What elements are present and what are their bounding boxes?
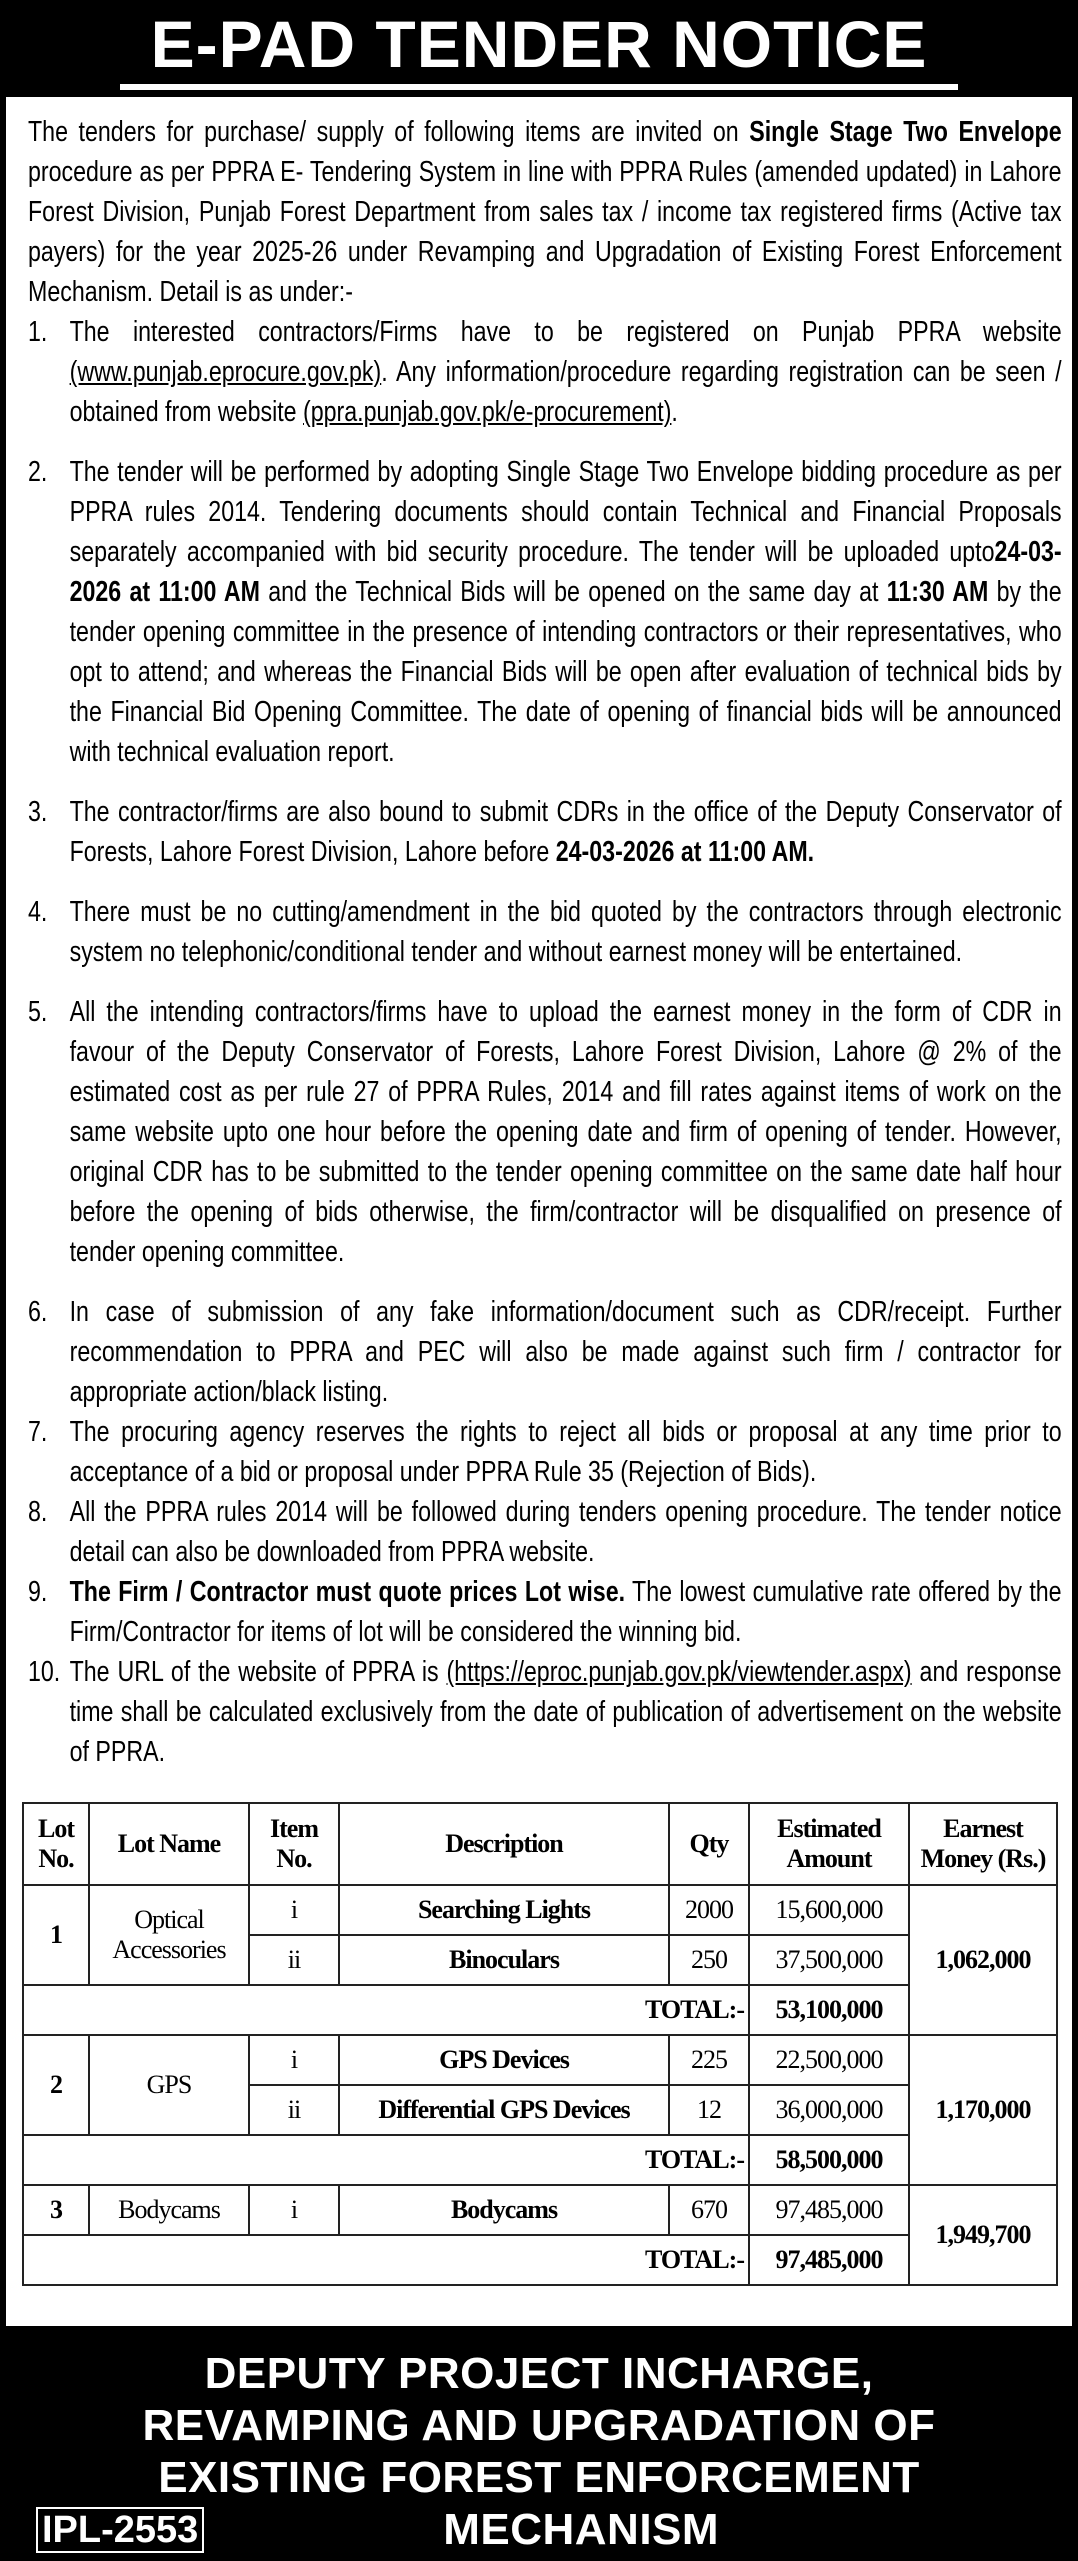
lot-name: Optical Accessories <box>89 1885 249 1985</box>
header-description: Description <box>339 1803 669 1885</box>
text-segment: There must be no cutting/amendment in the bid quoted by the contractors through electronic system no telephonic/conditional tender and without earnest money will be entertained. <box>69 896 1062 968</box>
header-earnest-money: Earnest Money (Rs.) <box>909 1803 1057 1885</box>
item-number-cell: i <box>249 1885 339 1935</box>
text-segment: The contractor/firms are also bound to submit CDRs in the office of the Deputy Conservator of Forests, Lahore Forest Division, Lahore before <box>69 796 1062 868</box>
list-item <box>28 1572 1062 1652</box>
list-item <box>28 1292 1062 1412</box>
text-segment: The tenders for purchase/ supply of following items are invited on <box>28 116 750 148</box>
link-text[interactable]: (https://eproc.punjab.gov.pk/viewtender.aspx) <box>446 1656 912 1688</box>
signatory-last-row <box>0 2504 1078 2556</box>
header-lot-name: Lot Name <box>89 1803 249 1885</box>
terms-list <box>28 312 1062 1772</box>
text-segment: by the tender opening committee in the presence of intending contractors or their representatives, who opt to attend; and whereas the Financial Bids will be open after evaluation of technical bids by the Financial Bid Opening Committee. The date of opening of financial bids will be announced with technical evaluation report. <box>69 576 1062 768</box>
lots-table-wrap <box>22 1802 1058 2286</box>
table-row <box>23 1885 1057 1935</box>
notice-body <box>28 112 1062 1772</box>
bold-text: 24-03-2026 at 11:00 AM. <box>555 836 815 868</box>
list-item <box>28 992 1062 1272</box>
footer-band <box>0 2326 1078 2561</box>
lot-earnest-money: 1,062,000 <box>909 1885 1057 2035</box>
total-label: TOTAL:- <box>23 2235 749 2285</box>
link-text[interactable]: (ppra.punjab.gov.pk/e-procurement) <box>303 396 672 428</box>
bold-text: The Firm / Contractor must quote prices Lot wise. <box>69 1576 626 1608</box>
item-text <box>70 1652 1062 1772</box>
item-description: Searching Lights <box>339 1885 669 1935</box>
list-item <box>28 1412 1062 1492</box>
item-qty: 670 <box>669 2185 749 2235</box>
item-number: 7. <box>28 1416 48 1448</box>
title-band <box>0 0 1078 97</box>
list-item <box>28 452 1062 772</box>
intro-paragraph <box>28 112 1062 312</box>
item-number: 1. <box>28 316 48 348</box>
list-item <box>28 892 1062 972</box>
text-segment: The URL of the website of PPRA is <box>69 1656 447 1688</box>
total-label: TOTAL:- <box>23 1985 749 2035</box>
lot-number: 1 <box>23 1885 89 1985</box>
item-text <box>70 892 1062 972</box>
lot-earnest-money: 1,170,000 <box>909 2035 1057 2185</box>
text-segment: All the intending contractors/firms have to upload the earnest money in the form of CDR in favour of the Deputy Conservator of Forests, Lahore Forest Division, Lahore @ 2% of the estimated cost as per rule 27 of PPRA Rules, 2014 and fill rates against items of work on the same website upto one hour before the opening date and firm of opening of tender. However, original CDR has to be submitted to the tender opening committee on the same date half hour before the opening of bids otherwise, the firm/contractor will be disqualified on presence of tender opening committee. <box>69 996 1062 1268</box>
lot-number: 2 <box>23 2035 89 2135</box>
item-number: 9. <box>28 1576 48 1608</box>
list-item <box>28 1652 1062 1772</box>
list-item <box>28 1492 1062 1572</box>
header-estimated-amount: Estimated Amount <box>749 1803 909 1885</box>
item-description: GPS Devices <box>339 2035 669 2085</box>
total-row <box>23 1985 1057 2035</box>
notice-title: E-PAD TENDER NOTICE <box>150 7 928 81</box>
item-description: Bodycams <box>339 2185 669 2235</box>
item-description: Differential GPS Devices <box>339 2085 669 2135</box>
text-segment: The tender will be performed by adopting Single Stage Two Envelope bidding procedure as per PPRA rules 2014. Tendering documents should contain Technical and Financial Proposals separately accompanied with bid security procedure. The tender will be uploaded upto <box>69 456 1062 568</box>
header-item-no: Item No. <box>249 1803 339 1885</box>
text-segment: In case of submission of any fake information/document such as CDR/receipt. Further recommendation to PPRA and PEC will also be made against such firm / contractor for appropriate action/black listing. <box>69 1296 1062 1408</box>
header-qty: Qty <box>669 1803 749 1885</box>
item-estimated-amount: 22,500,000 <box>749 2035 909 2085</box>
item-text <box>70 312 1062 432</box>
total-row <box>23 2235 1057 2285</box>
item-estimated-amount: 97,485,000 <box>749 2185 909 2235</box>
ipl-code-badge: IPL-2553 <box>36 2507 204 2553</box>
total-label: TOTAL:- <box>23 2135 749 2185</box>
item-number-cell: i <box>249 2035 339 2085</box>
item-number: 8. <box>28 1496 48 1528</box>
signatory-line-1: DEPUTY PROJECT INCHARGE, <box>204 2349 874 2398</box>
item-qty: 2000 <box>669 1885 749 1935</box>
lot-total-amount: 53,100,000 <box>749 1985 909 2035</box>
item-number-cell: ii <box>249 2085 339 2135</box>
item-text <box>70 1492 1062 1572</box>
item-description: Binoculars <box>339 1935 669 1985</box>
lot-name: Bodycams <box>89 2185 249 2235</box>
item-text <box>70 452 1062 772</box>
table-header-row <box>23 1803 1057 1885</box>
text-segment: and response time shall be calculated exclusively from the date of publication of advertisement on the website of PPRA. <box>69 1656 1062 1768</box>
item-text <box>70 792 1062 872</box>
item-qty: 225 <box>669 2035 749 2085</box>
text-segment: procedure as per PPRA E- Tendering System in line with PPRA Rules (amended updated) in Lahore Forest Division, Punjab Forest Department from sales tax / income tax registered firms (Active tax payers) for the year 2025-26 under Revamping and Upgradation of Existing Forest Enforcement Mechanism. Detail is as under:- <box>28 156 1062 308</box>
header-lot-no: Lot No. <box>23 1803 89 1885</box>
list-item <box>28 792 1062 872</box>
notice-frame <box>0 97 1078 2326</box>
signatory-line-4: MECHANISM <box>443 2505 720 2554</box>
text-segment: The procuring agency reserves the rights to reject all bids or proposal at any time prior to acceptance of a bid or proposal under PPRA Rule 35 (Rejection of Bids). <box>69 1416 1062 1488</box>
lot-total-amount: 97,485,000 <box>749 2235 909 2285</box>
item-estimated-amount: 36,000,000 <box>749 2085 909 2135</box>
bold-text: 11:30 AM <box>886 576 989 608</box>
signatory-line-3: EXISTING FOREST ENFORCEMENT <box>158 2453 920 2502</box>
item-text <box>70 992 1062 1272</box>
text-segment: The interested contractors/Firms have to be registered on Punjab PPRA website <box>69 316 1062 348</box>
item-number: 2. <box>28 456 48 488</box>
lot-earnest-money: 1,949,700 <box>909 2185 1057 2285</box>
item-text <box>70 1412 1062 1492</box>
item-number: 3. <box>28 796 48 828</box>
item-qty: 250 <box>669 1935 749 1985</box>
text-segment: . Any information/procedure regarding registration can be seen / obtained from website <box>69 356 1062 428</box>
item-number: 5. <box>28 996 48 1028</box>
lot-number: 3 <box>23 2185 89 2235</box>
lot-total-amount: 58,500,000 <box>749 2135 909 2185</box>
text-segment: . <box>671 396 678 428</box>
title-underline <box>120 84 958 90</box>
item-qty: 12 <box>669 2085 749 2135</box>
item-number: 4. <box>28 896 48 928</box>
list-item <box>28 312 1062 432</box>
bold-text: 24-03-2026 at 11:00 AM <box>69 536 1062 608</box>
signatory-line-2: REVAMPING AND UPGRADATION OF <box>142 2401 936 2450</box>
table-row <box>23 2035 1057 2085</box>
text-segment: All the PPRA rules 2014 will be followed during tenders opening procedure. The tender notice detail can also be downloaded from PPRA website. <box>69 1496 1062 1568</box>
item-text <box>70 1292 1062 1412</box>
item-number: 10. <box>28 1656 61 1688</box>
lot-name: GPS <box>89 2035 249 2135</box>
item-number-cell: ii <box>249 1935 339 1985</box>
bold-text: Single Stage Two Envelope <box>749 116 1062 148</box>
total-row <box>23 2135 1057 2185</box>
item-number-cell: i <box>249 2185 339 2235</box>
item-estimated-amount: 37,500,000 <box>749 1935 909 1985</box>
item-number: 6. <box>28 1296 48 1328</box>
lots-table <box>22 1802 1058 2286</box>
text-segment: and the Technical Bids will be opened on the same day at <box>259 576 887 608</box>
table-row <box>23 2185 1057 2235</box>
link-text[interactable]: (www.punjab.eprocure.gov.pk) <box>69 356 382 388</box>
item-text <box>70 1572 1062 1652</box>
item-estimated-amount: 15,600,000 <box>749 1885 909 1935</box>
text-segment: The lowest cumulative rate offered by the Firm/Contractor for items of lot will be considered the winning bid. <box>69 1576 1062 1648</box>
